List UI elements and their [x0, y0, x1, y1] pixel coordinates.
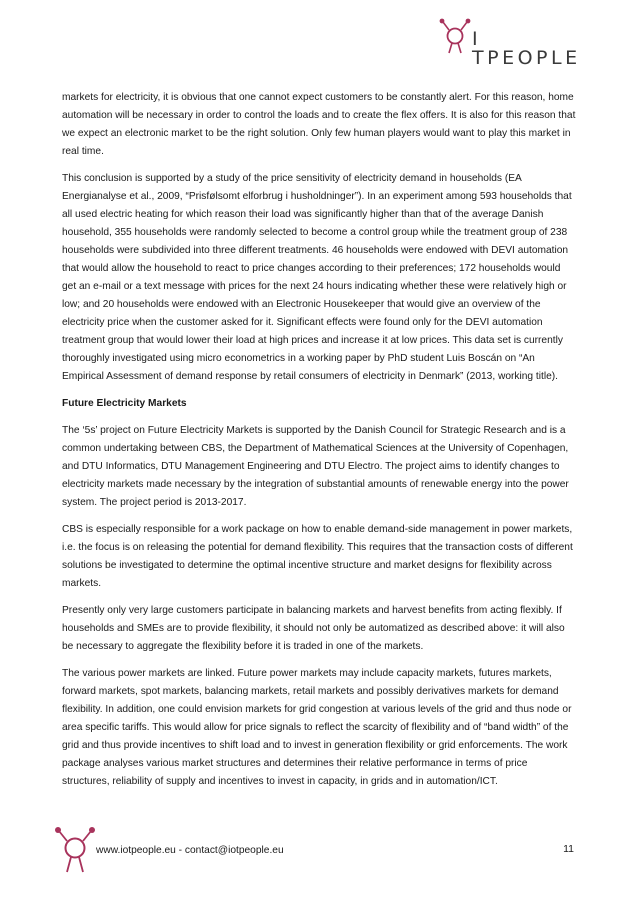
- paragraph-6: The various power markets are linked. Future power markets may include capacity markets, futures markets, forward markets, spot markets, balancing markets, retail markets and possibly derivatives markets for demand flexibility. In addition, one could envision markets for grid congestion at various levels of the grid and thus node or area specific tariffs. This would allow for price signals to reflect the scarcity of flexibility and of “band width” of the grid and thus provide incentives to shift load and to invest in generation flexibility or grid enforcements. The work package analyses various market structures and determines their relative performance in terms of price structures, reliability of supply and incentives to invest in capacity, in grids and in automation/ICT.: [62, 668, 572, 787]
- footer-contact: www.iotpeople.eu - contact@iotpeople.eu: [96, 845, 284, 856]
- page-number: 11: [563, 843, 574, 855]
- paragraph-5: Presently only very large customers participate in balancing markets and harvest benefits from acting flexibly. If households and SMEs are to provide flexibility, it should not only be automatized as described above: it will also be necessary to aggregate the flexibility before it is traded in one of the markets.: [62, 605, 565, 652]
- paragraph-1: markets for electricity, it is obvious that one cannot expect customers to be constantly alert. For this reason, home automation will be necessary in order to control the loads and to create the flex offers. It is also for this reason that we expect an electronic market to be the right solution. Only few human players would want to play this market in real time.: [62, 92, 576, 157]
- paragraph-2: This conclusion is supported by a study of the price sensitivity of electricity demand in households (EA Energianalyse et al., 2009, “Prisfølsomt elforbrug i husholdninger”). In an experiment among 593 households that all used electric heating for which reason their load was significantly higher than that of the average Danish household, 355 households were randomly selected to become a control group while the treatment group of 238 households were subdivided into three different treatments. 46 households were endowed with DEVI automation that would allow the household to react to price changes according to their preferences; 172 households would get an e-mail or a text message with prices for the next 24 hours indicating whether these were relatively high or low; and 20 households were endowed with an Electronic Housekeeper that would give an overview of the electricity price when the customer asked for it. Significant effects were found only for the DEVI automation treatment group that would lower their load at high prices and increase it at low prices. This data set is currently thoroughly investigated using micro econometrics in a working paper by PhD student Luis Boscán on “An Empirical Assessment of demand response by retail consumers of electricity in Denmark” (2013, working title).: [62, 173, 572, 382]
- logo-wordmark: I TPEOPLE: [472, 28, 581, 69]
- footer-logo-icon: [52, 822, 98, 878]
- logo-mark-icon: [438, 14, 472, 58]
- document-body: [62, 89, 576, 800]
- paragraph-3: The ‘5s’ project on Future Electricity Markets is supported by the Danish Council for Strategic Research and is a common undertaking between CBS, the Department of Mathematical Sciences at the University of Copenhagen, and DTU Informatics, DTU Management Engineering and DTU Electro. The project aims to identify changes to electricity markets made necessary by the integration of substantial amounts of renewable energy into the power system. The project period is 2013-2017.: [62, 425, 569, 508]
- paragraph-4: CBS is especially responsible for a work package on how to enable demand-side management in power markets, i.e. the focus is on releasing the potential for demand flexibility. This requires that the transaction costs of different solutions be investigated to determine the optimal incentive structure and market designs for flexibility across markets.: [62, 524, 573, 589]
- header-logo: [438, 14, 598, 69]
- section-heading: Future Electricity Markets: [62, 398, 187, 409]
